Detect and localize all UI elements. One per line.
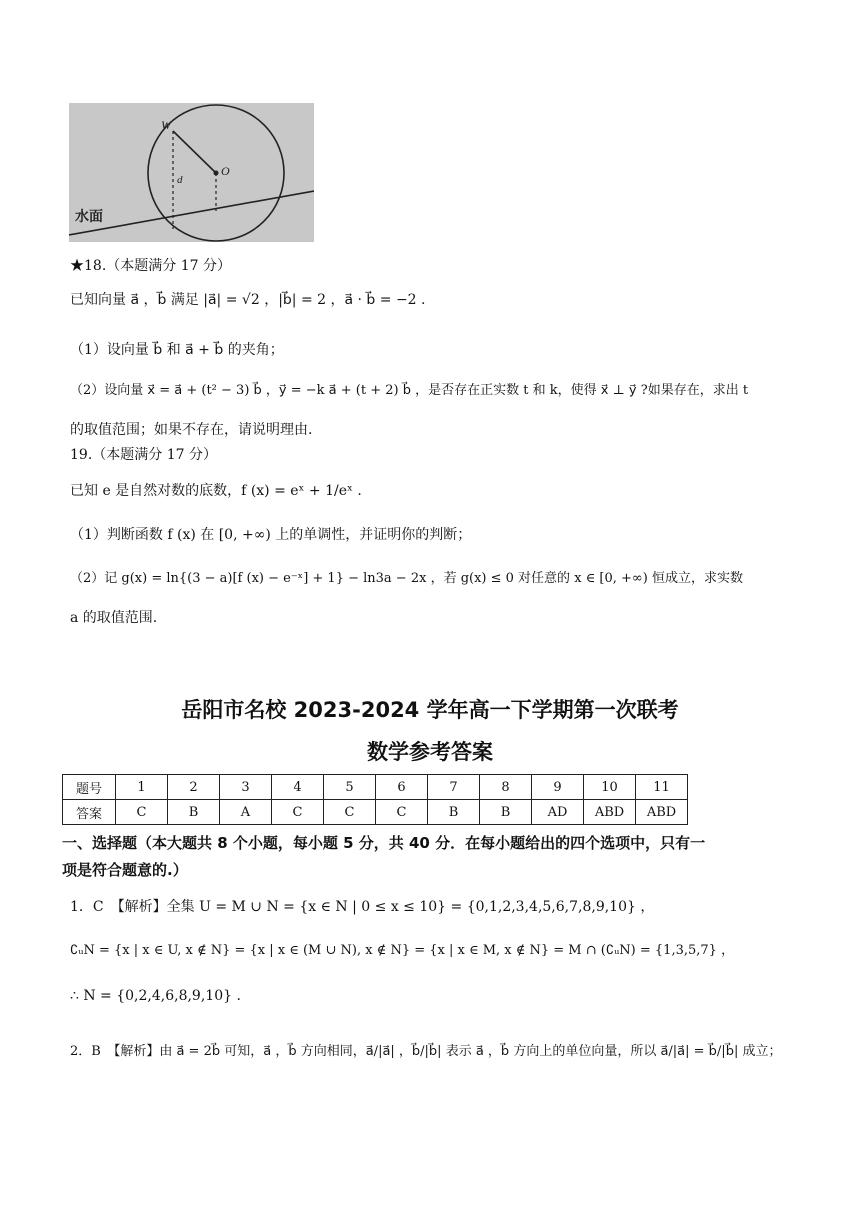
q18-given: 已知向量 a⃗ ，b⃗ 满足 |a⃗| = √2 ，|b⃗| = 2 ，a⃗ · b⃗ = −2 .	[70, 292, 426, 308]
table-cell: B	[428, 800, 480, 825]
table-cell: 8	[480, 775, 532, 800]
q19-given: 已知 e 是自然对数的底数，f (x) = eˣ + 1/eˣ .	[70, 483, 362, 499]
answer-table	[62, 774, 688, 825]
table-cell: AD	[532, 800, 584, 825]
table-cell: A	[220, 800, 272, 825]
table-cell: 11	[636, 775, 688, 800]
label-d: d	[177, 174, 183, 186]
table-cell: 10	[584, 775, 636, 800]
row-label-number: 题号	[63, 775, 116, 800]
table-cell: C	[376, 800, 428, 825]
q18-part1: （1）设向量 b⃗ 和 a⃗ + b⃗ 的夹角；	[70, 342, 284, 358]
label-w: W	[161, 118, 171, 132]
table-cell: B	[480, 800, 532, 825]
table-cell: B	[168, 800, 220, 825]
q19-part2-line1: （2）记 g(x) = ln{(3 − a)[f (x) − e⁻ˣ] + 1} − ln3a − 2x ，若 g(x) ≤ 0 对任意的 x ∈ [0, +∞) 恒成立，求实数	[70, 571, 743, 586]
answer-subtitle: 数学参考答案	[367, 740, 493, 764]
table-cell: C	[272, 800, 324, 825]
q18-header: ★18.（本题满分 17 分）	[70, 258, 231, 274]
table-cell: C	[116, 800, 168, 825]
table-cell: 6	[376, 775, 428, 800]
q19-part2-line2: a 的取值范围.	[70, 610, 158, 626]
table-cell: ABD	[636, 800, 688, 825]
table-cell: ABD	[584, 800, 636, 825]
sol1-line3: ∴ N = {0,2,4,6,8,9,10} .	[70, 988, 241, 1004]
section1-heading-line1: 一、选择题（本大题共 8 个小题，每小题 5 分，共 40 分．在每小题给出的四个选项中，只有一	[62, 834, 706, 852]
table-cell: 3	[220, 775, 272, 800]
q18-part2-line1: （2）设向量 x⃗ = a⃗ + (t² − 3) b⃗ ，y⃗ = −k a⃗ + (t + 2) b⃗ ，是否存在正实数 t 和 k，使得 x⃗ ⊥ y⃗ ?如果存在，求出 t	[70, 383, 749, 398]
section1-heading-line2: 项是符合题意的.）	[62, 861, 188, 879]
answer-table-row-numbers	[63, 775, 688, 800]
table-cell: C	[324, 800, 376, 825]
table-cell: 1	[116, 775, 168, 800]
table-cell: 9	[532, 775, 584, 800]
label-o: O	[221, 164, 230, 178]
answer-table-row-answers	[63, 800, 688, 825]
q19-part1: （1）判断函数 f (x) 在 [0, +∞) 上的单调性，并证明你的判断；	[70, 527, 472, 543]
answer-title: 岳阳市名校 2023-2024 学年高一下学期第一次联考	[181, 698, 679, 722]
row-label-answer: 答案	[63, 800, 116, 825]
water-surface-label: 水面	[75, 209, 103, 225]
q18-part2-line2: 的取值范围；如果不存在，请说明理由.	[70, 422, 313, 438]
table-cell: 7	[428, 775, 480, 800]
waterwheel-diagram	[69, 103, 314, 242]
table-cell: 2	[168, 775, 220, 800]
waterwheel-figure	[69, 103, 314, 242]
sol2-line1: 2．B 【解析】由 a⃗ = 2b⃗ 可知，a⃗ ，b⃗ 方向相同，a⃗/|a⃗| ，b⃗/|b⃗| 表示 a⃗ ，b⃗ 方向上的单位向量，所以 a⃗/|a⃗| = b⃗/|b⃗| 成立；	[70, 1044, 782, 1059]
sol1-line2: ∁ᵤN = {x | x ∈ U, x ∉ N} = {x | x ∈ (M ∪ N), x ∉ N} = {x | x ∈ M, x ∉ N} = M ∩ (∁ᵤN) = {1,3,5,7} ，	[70, 943, 735, 958]
q19-header: 19.（本题满分 17 分）	[70, 447, 217, 463]
table-cell: 5	[324, 775, 376, 800]
table-cell: 4	[272, 775, 324, 800]
sol1-line1: 1．C 【解析】全集 U = M ∪ N = {x ∈ N | 0 ≤ x ≤ 10} = {0,1,2,3,4,5,6,7,8,9,10} ，	[70, 899, 655, 915]
